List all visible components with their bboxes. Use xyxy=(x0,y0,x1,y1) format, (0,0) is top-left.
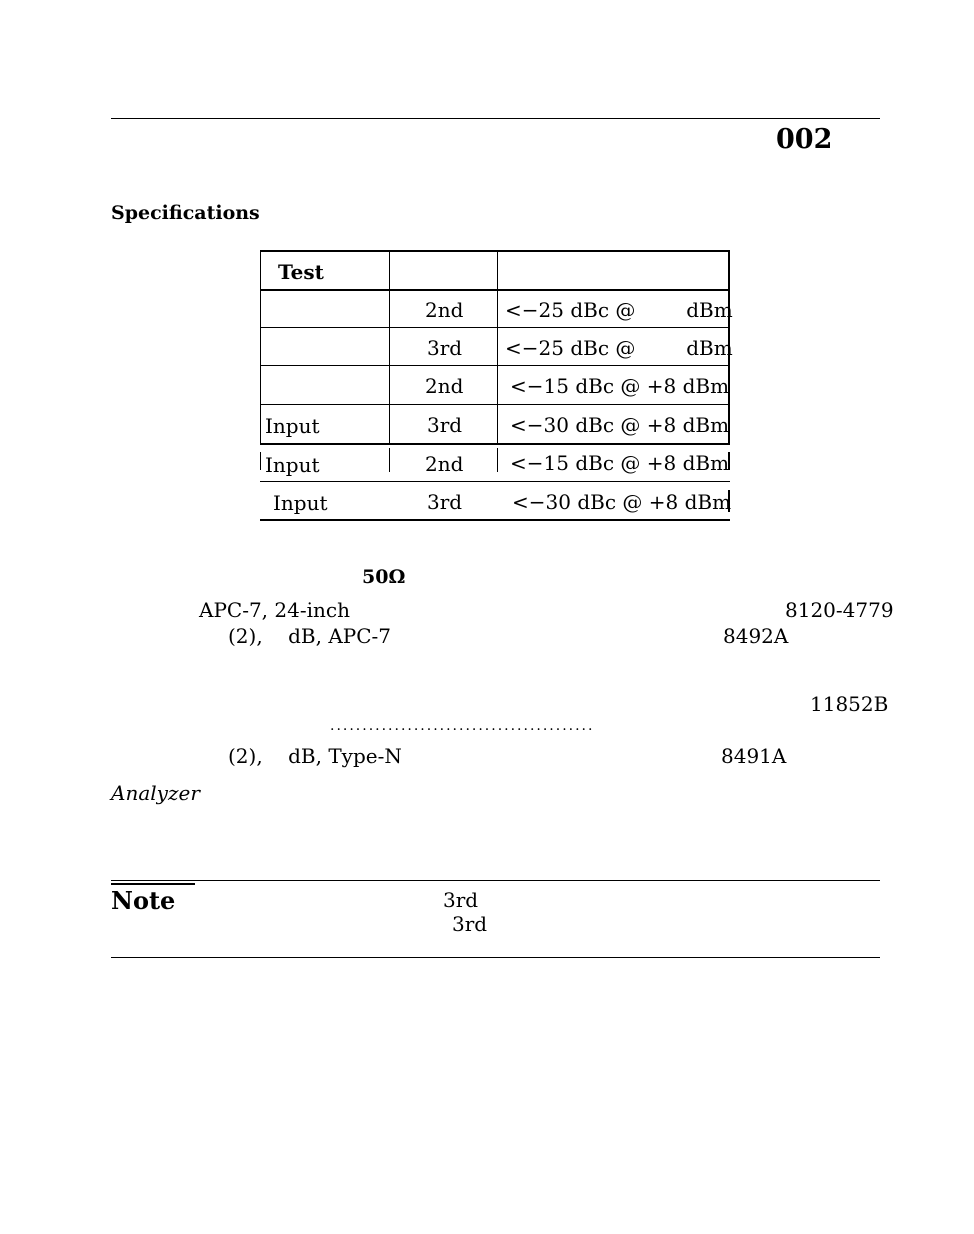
equipment-part: 11852B xyxy=(810,692,889,716)
note-text-line2: 3rd xyxy=(452,912,488,936)
table-cell-test: Input xyxy=(265,453,320,477)
analyzer-label: Analyzer xyxy=(111,781,200,805)
table-cell-limit: <−30 dBc @ +8 dBm xyxy=(512,490,732,514)
equipment-desc: APC-7, 24-inch xyxy=(199,598,350,622)
table-rule xyxy=(497,250,498,445)
table-rule xyxy=(260,443,730,445)
table-rule xyxy=(260,250,261,445)
note-bottom-rule xyxy=(111,957,880,958)
table-cell-harmonic: 2nd xyxy=(425,452,464,476)
equipment-part: 8491A xyxy=(721,744,787,768)
table-rule xyxy=(260,519,730,521)
impedance-label: 50Ω xyxy=(362,566,406,588)
equipment-desc: (2), dB, Type-N xyxy=(228,744,402,768)
table-cell-harmonic: 3rd xyxy=(427,413,463,437)
note-top-rule xyxy=(111,880,880,881)
table-cell-harmonic: 3rd xyxy=(427,336,463,360)
table-cell-harmonic: 3rd xyxy=(427,490,463,514)
table-cell-limit: <−15 dBc @ +8 dBm xyxy=(510,451,730,475)
note-label-bar xyxy=(111,883,195,885)
top-rule xyxy=(111,118,880,119)
table-rule xyxy=(260,327,730,328)
table-rule xyxy=(260,250,730,252)
equipment-desc: (2), dB, APC-7 xyxy=(228,624,392,648)
table-cell-limit: <−15 dBc @ +8 dBm xyxy=(510,374,730,398)
table-cell-limit: <−25 dBc @ dBm xyxy=(505,336,733,360)
note-text-line1: 3rd xyxy=(443,888,479,912)
equipment-part: 8492A xyxy=(723,624,789,648)
table-rule xyxy=(260,481,730,482)
table-cell-limit: <−25 dBc @ dBm xyxy=(505,298,733,322)
table-cell-limit: <−30 dBc @ +8 dBm xyxy=(510,413,730,437)
specifications-heading: Specifications xyxy=(111,202,260,224)
note-label: Note xyxy=(111,886,176,915)
table-rule xyxy=(497,448,498,472)
table-rule xyxy=(260,452,261,470)
table-cell-test: Input xyxy=(265,414,320,438)
equipment-part: 8120-4779 xyxy=(785,598,894,622)
leader-dots: ......................................... xyxy=(330,718,595,734)
table-rule xyxy=(260,289,730,291)
table-rule xyxy=(389,448,390,472)
table-cell-harmonic: 2nd xyxy=(425,374,464,398)
table-header-test: Test xyxy=(278,260,324,284)
table-rule xyxy=(389,250,390,445)
table-rule xyxy=(260,365,730,366)
table-cell-harmonic: 2nd xyxy=(425,298,464,322)
table-rule xyxy=(260,404,730,405)
section-number: 002 xyxy=(776,124,833,155)
table-cell-test: Input xyxy=(273,491,328,515)
